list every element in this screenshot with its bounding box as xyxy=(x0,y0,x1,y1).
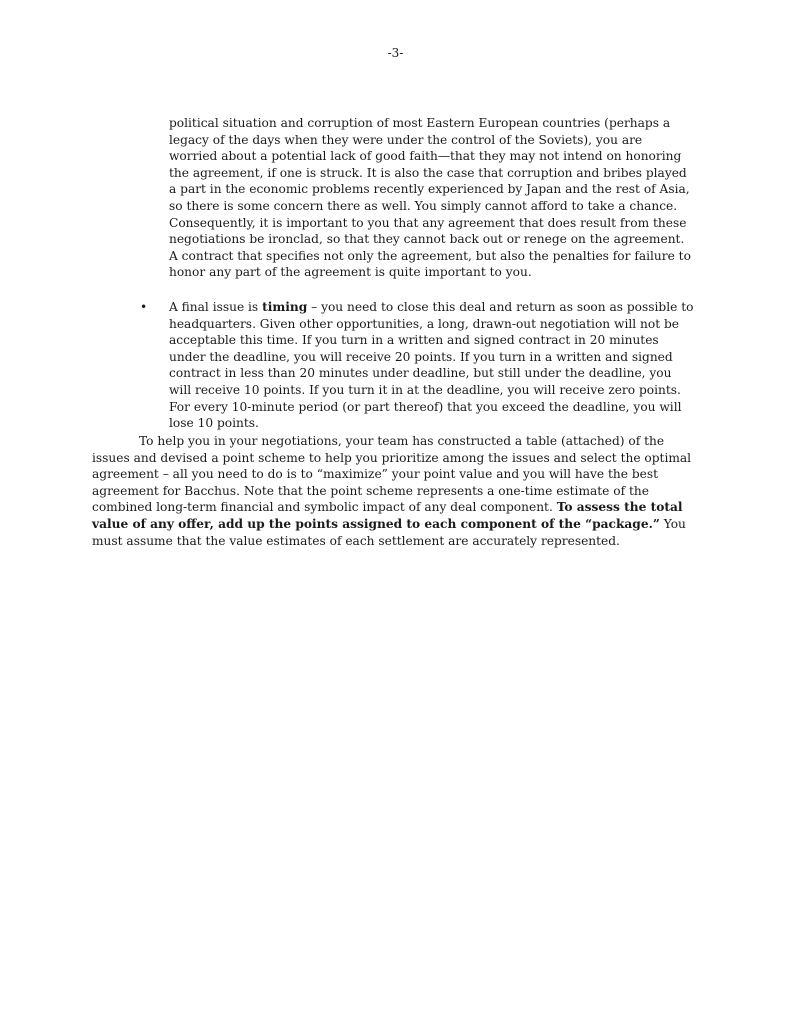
continued-paragraph xyxy=(169,115,694,281)
negotiation-paragraph xyxy=(92,433,696,549)
negotiation-intro-text: To help you in your negotiations, your team has constructed a table (attached) of the issues and devised a point scheme to help you prioritize among the issues and select the optimal agreement – all you need to do is to “maximize” your point value and you will have the best agreement for Bacchus. Note that the point scheme represents a one-time estimate of the combined long-term financial and symbolic impact of any deal component. xyxy=(92,434,692,515)
timing-bullet-text xyxy=(169,299,694,432)
bullet-icon: • xyxy=(140,300,148,314)
timing-lead-text: A final issue is xyxy=(169,300,263,314)
continued-paragraph-text: political situation and corruption of most Eastern European countries (perhaps a legacy of the days when they were under the control of the Soviets), you are worried about a potential lack of good faith—that they may not intend on honoring the agreement, if one is struck. It is also the case that corruption and bribes played a part in the economic problems recently experienced by Japan and the rest of Asia, so there is some concern there as well. You simply cannot afford to take a chance. Consequently, it is important to you that any agreement that does result from these negotiations be ironclad, so that they cannot back out or renege on the agreement. A contract that specifies not only the agreement, but also the penalties for failure to honor any part of the agreement is quite important to you. xyxy=(169,116,691,280)
timing-bold-term: timing xyxy=(262,300,308,314)
negotiation-bold-text: To assess the total value of any offer, add up the points assigned to each component of the “package.” xyxy=(92,500,683,531)
negotiation-outro-text: You must assume that the value estimates of each settlement are accurately represented. xyxy=(92,516,686,548)
timing-rest-text: – you need to close this deal and return as soon as possible to headquarters. Given other opportunities, a long, drawn-out negotiation will not be acceptable this time. If you turn in a written and signed contract in 20 minutes under the deadline, you will receive 20 points. If you turn in a written and signed contract in less than 20 minutes under deadline, but still under the deadline, you will receive 10 points. If you turn it in at the deadline, you will receive zero points. For every 10-minute period (or part thereof) that you exceed the deadline, you will lose 10 points. xyxy=(169,300,694,431)
page-number: -3- xyxy=(387,46,404,60)
